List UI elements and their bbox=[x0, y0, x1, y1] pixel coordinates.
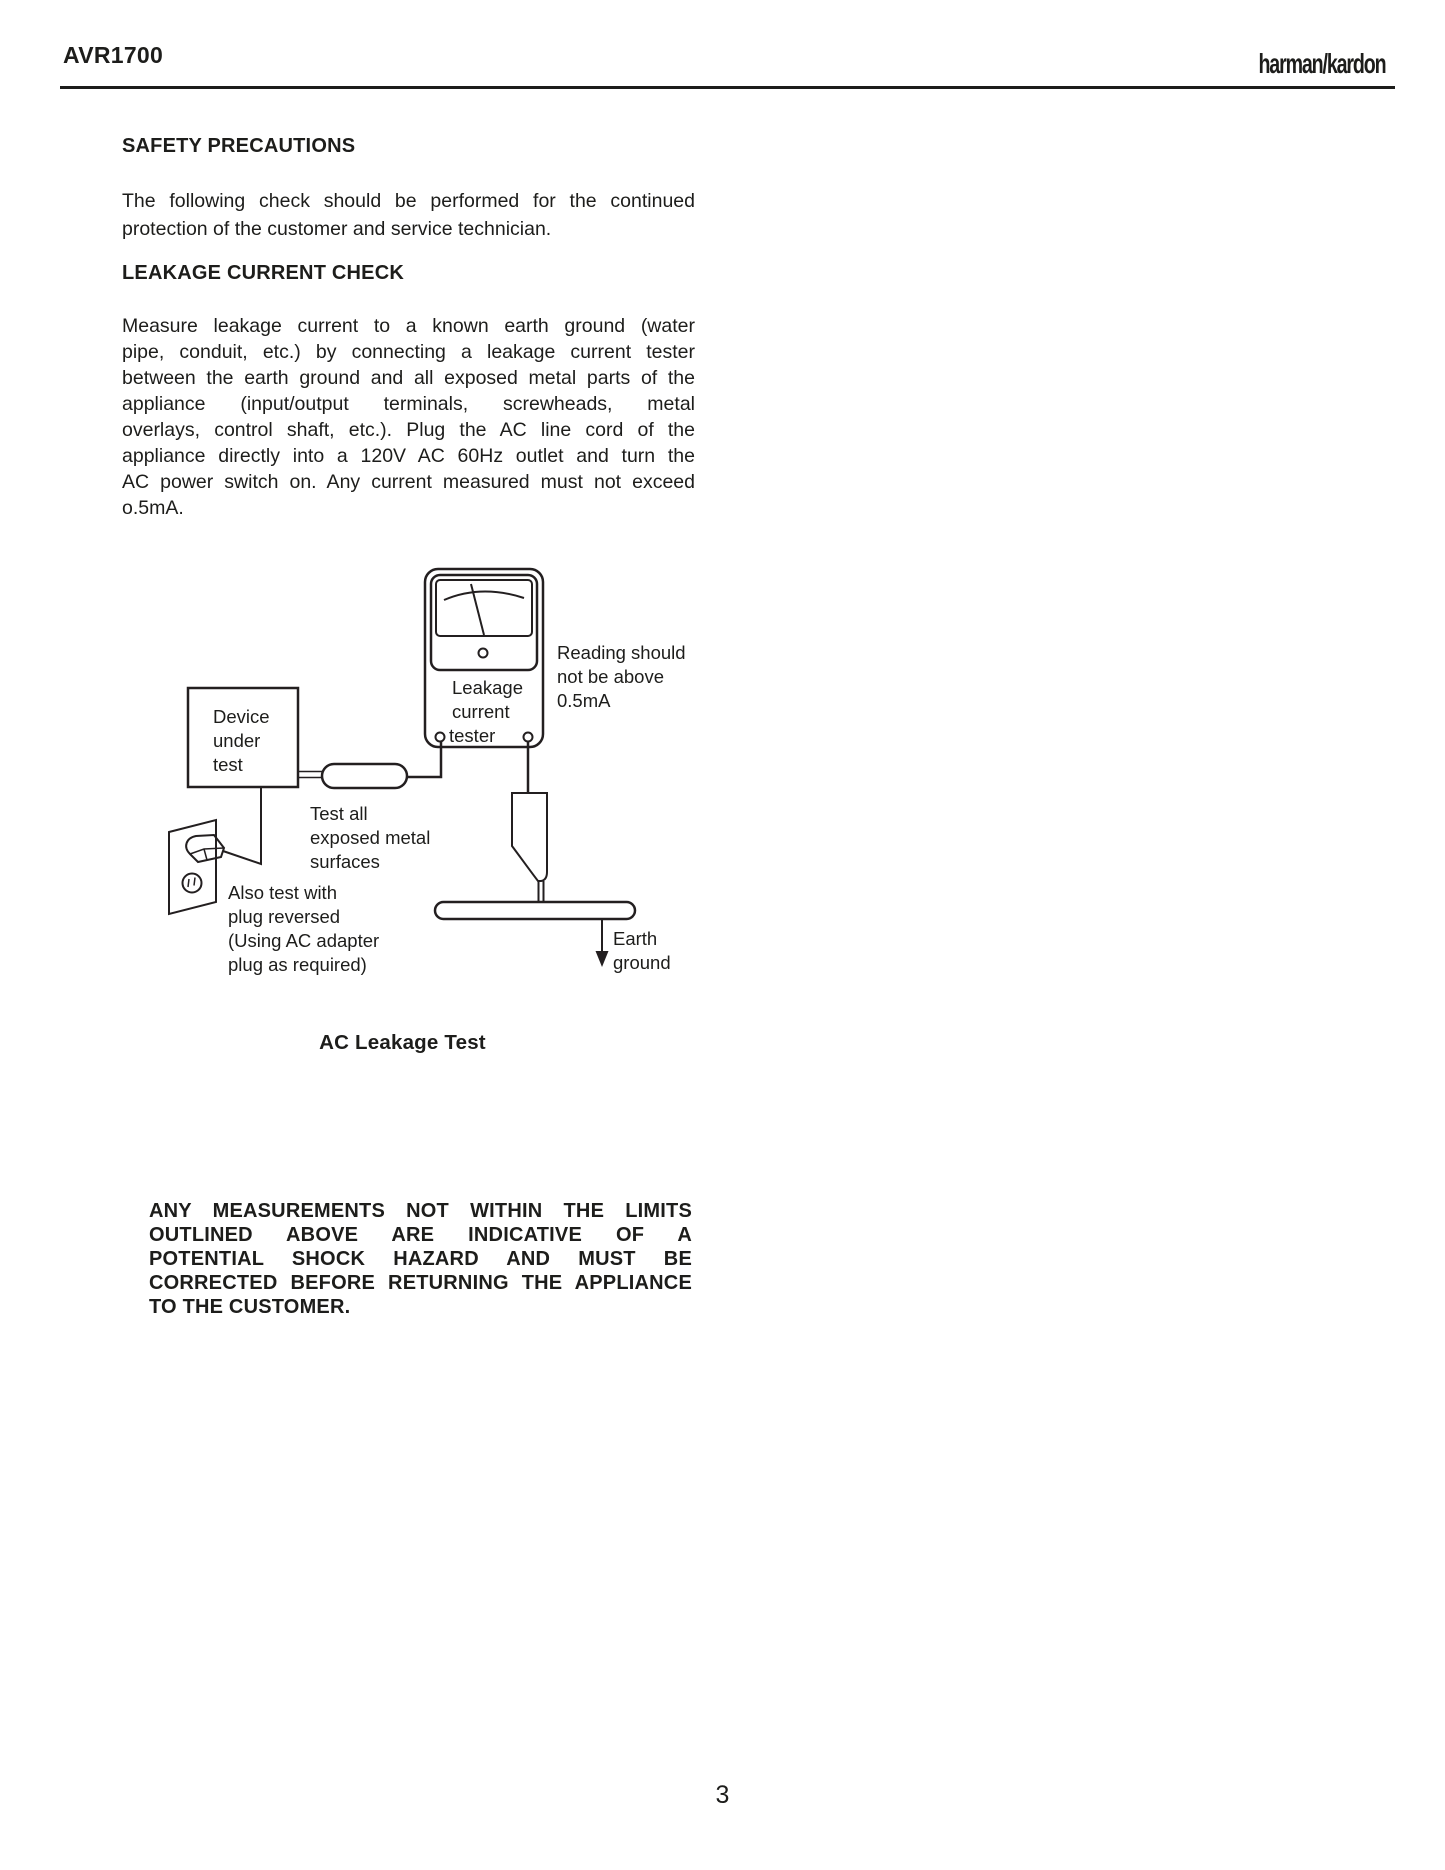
plug-cord bbox=[223, 787, 261, 864]
warning-paragraph bbox=[149, 1199, 692, 1319]
surfaces-note-line: Test all bbox=[310, 803, 368, 824]
outlet-plate bbox=[169, 820, 216, 914]
leakage-line: appliance directly into a 120V AC 60Hz outlet and turn the bbox=[122, 445, 695, 467]
surfaces-note bbox=[310, 803, 430, 872]
leakage-line: AC power switch on. Any current measured must not exceed bbox=[122, 471, 695, 493]
earth-ground-bar bbox=[435, 902, 635, 919]
reading-note bbox=[557, 642, 686, 711]
warning-line: TO THE CUSTOMER. bbox=[149, 1296, 351, 1318]
intro-line: The following check should be performed for the continued bbox=[122, 190, 695, 212]
socket-slot bbox=[188, 879, 189, 887]
device-label-line: Device bbox=[213, 706, 270, 727]
safety-precautions-heading: SAFETY PRECAUTIONS bbox=[122, 135, 356, 157]
header-divider bbox=[60, 86, 1395, 89]
tester-label-line: tester bbox=[449, 725, 496, 746]
earth-ground-probe bbox=[435, 742, 671, 973]
meter-adjust-screw bbox=[479, 649, 488, 658]
cable-ferrule bbox=[322, 764, 407, 788]
warning-line: ANY MEASUREMENTS NOT WITHIN THE LIMITS bbox=[149, 1200, 692, 1222]
warning-line: OUTLINED ABOVE ARE INDICATIVE OF A bbox=[149, 1224, 692, 1246]
meter-scale-arc bbox=[444, 591, 524, 600]
meter-terminal-left bbox=[436, 733, 445, 742]
leakage-paragraph bbox=[122, 313, 695, 521]
test-probe bbox=[512, 793, 547, 881]
intro-paragraph bbox=[122, 187, 695, 243]
intro-line: protection of the customer and service technician. bbox=[122, 218, 552, 240]
plug-note-line: Also test with bbox=[228, 882, 337, 903]
ac-leakage-test-diagram bbox=[140, 540, 700, 1080]
surfaces-note-line: exposed metal bbox=[310, 827, 431, 848]
page-number: 3 bbox=[715, 1781, 730, 1809]
earth-label-line: ground bbox=[613, 952, 671, 973]
reading-note-line: 0.5mA bbox=[557, 690, 611, 711]
device-under-test bbox=[188, 688, 298, 787]
plug-edge bbox=[190, 848, 224, 854]
plug-note-line: plug reversed bbox=[228, 906, 341, 927]
meter-panel bbox=[431, 575, 537, 670]
diagram-caption: AC Leakage Test bbox=[319, 1031, 486, 1054]
leakage-line: between the earth ground and all exposed metal parts of the bbox=[122, 367, 695, 389]
outlet-socket bbox=[183, 874, 202, 893]
plug-reversed-note bbox=[228, 882, 379, 975]
socket-slot bbox=[194, 878, 195, 886]
leakage-line: pipe, conduit, etc.) by connecting a leakage current tester bbox=[122, 341, 695, 363]
test-lead-connection bbox=[298, 742, 441, 788]
surfaces-note-line: surfaces bbox=[310, 851, 380, 872]
brand-logo: harman/kardon bbox=[1257, 48, 1385, 79]
warning-line: POTENTIAL SHOCK HAZARD AND MUST BE bbox=[149, 1248, 692, 1270]
plug-edge bbox=[204, 849, 207, 860]
leakage-current-check-heading: LEAKAGE CURRENT CHECK bbox=[122, 262, 404, 284]
plug-note-line: plug as required) bbox=[228, 954, 367, 975]
earth-label-line: Earth bbox=[613, 928, 658, 949]
page-title-model: AVR1700 bbox=[63, 42, 164, 68]
warning-line: CORRECTED BEFORE RETURNING THE APPLIANCE bbox=[149, 1272, 692, 1294]
reading-note-line: Reading should bbox=[557, 642, 686, 663]
leakage-line: o.5mA. bbox=[122, 497, 184, 519]
leakage-current-tester bbox=[425, 569, 543, 747]
leakage-line: overlays, control shaft, etc.). Plug the AC line cord of the bbox=[122, 419, 695, 441]
plug-note-line: (Using AC adapter bbox=[228, 930, 380, 951]
earth-arrow-head bbox=[596, 951, 609, 967]
meter-display bbox=[436, 580, 532, 636]
device-label-line: test bbox=[213, 754, 243, 775]
tester-label-line: Leakage bbox=[452, 677, 523, 698]
meter-terminal-right bbox=[524, 733, 533, 742]
leakage-line: Measure leakage current to a known earth ground (water bbox=[122, 315, 695, 337]
leakage-line: appliance (input/output terminals, screwheads, metal bbox=[122, 393, 695, 415]
tester-label-line: current bbox=[452, 701, 510, 722]
device-label-line: under bbox=[213, 730, 261, 751]
reading-note-line: not be above bbox=[557, 666, 664, 687]
